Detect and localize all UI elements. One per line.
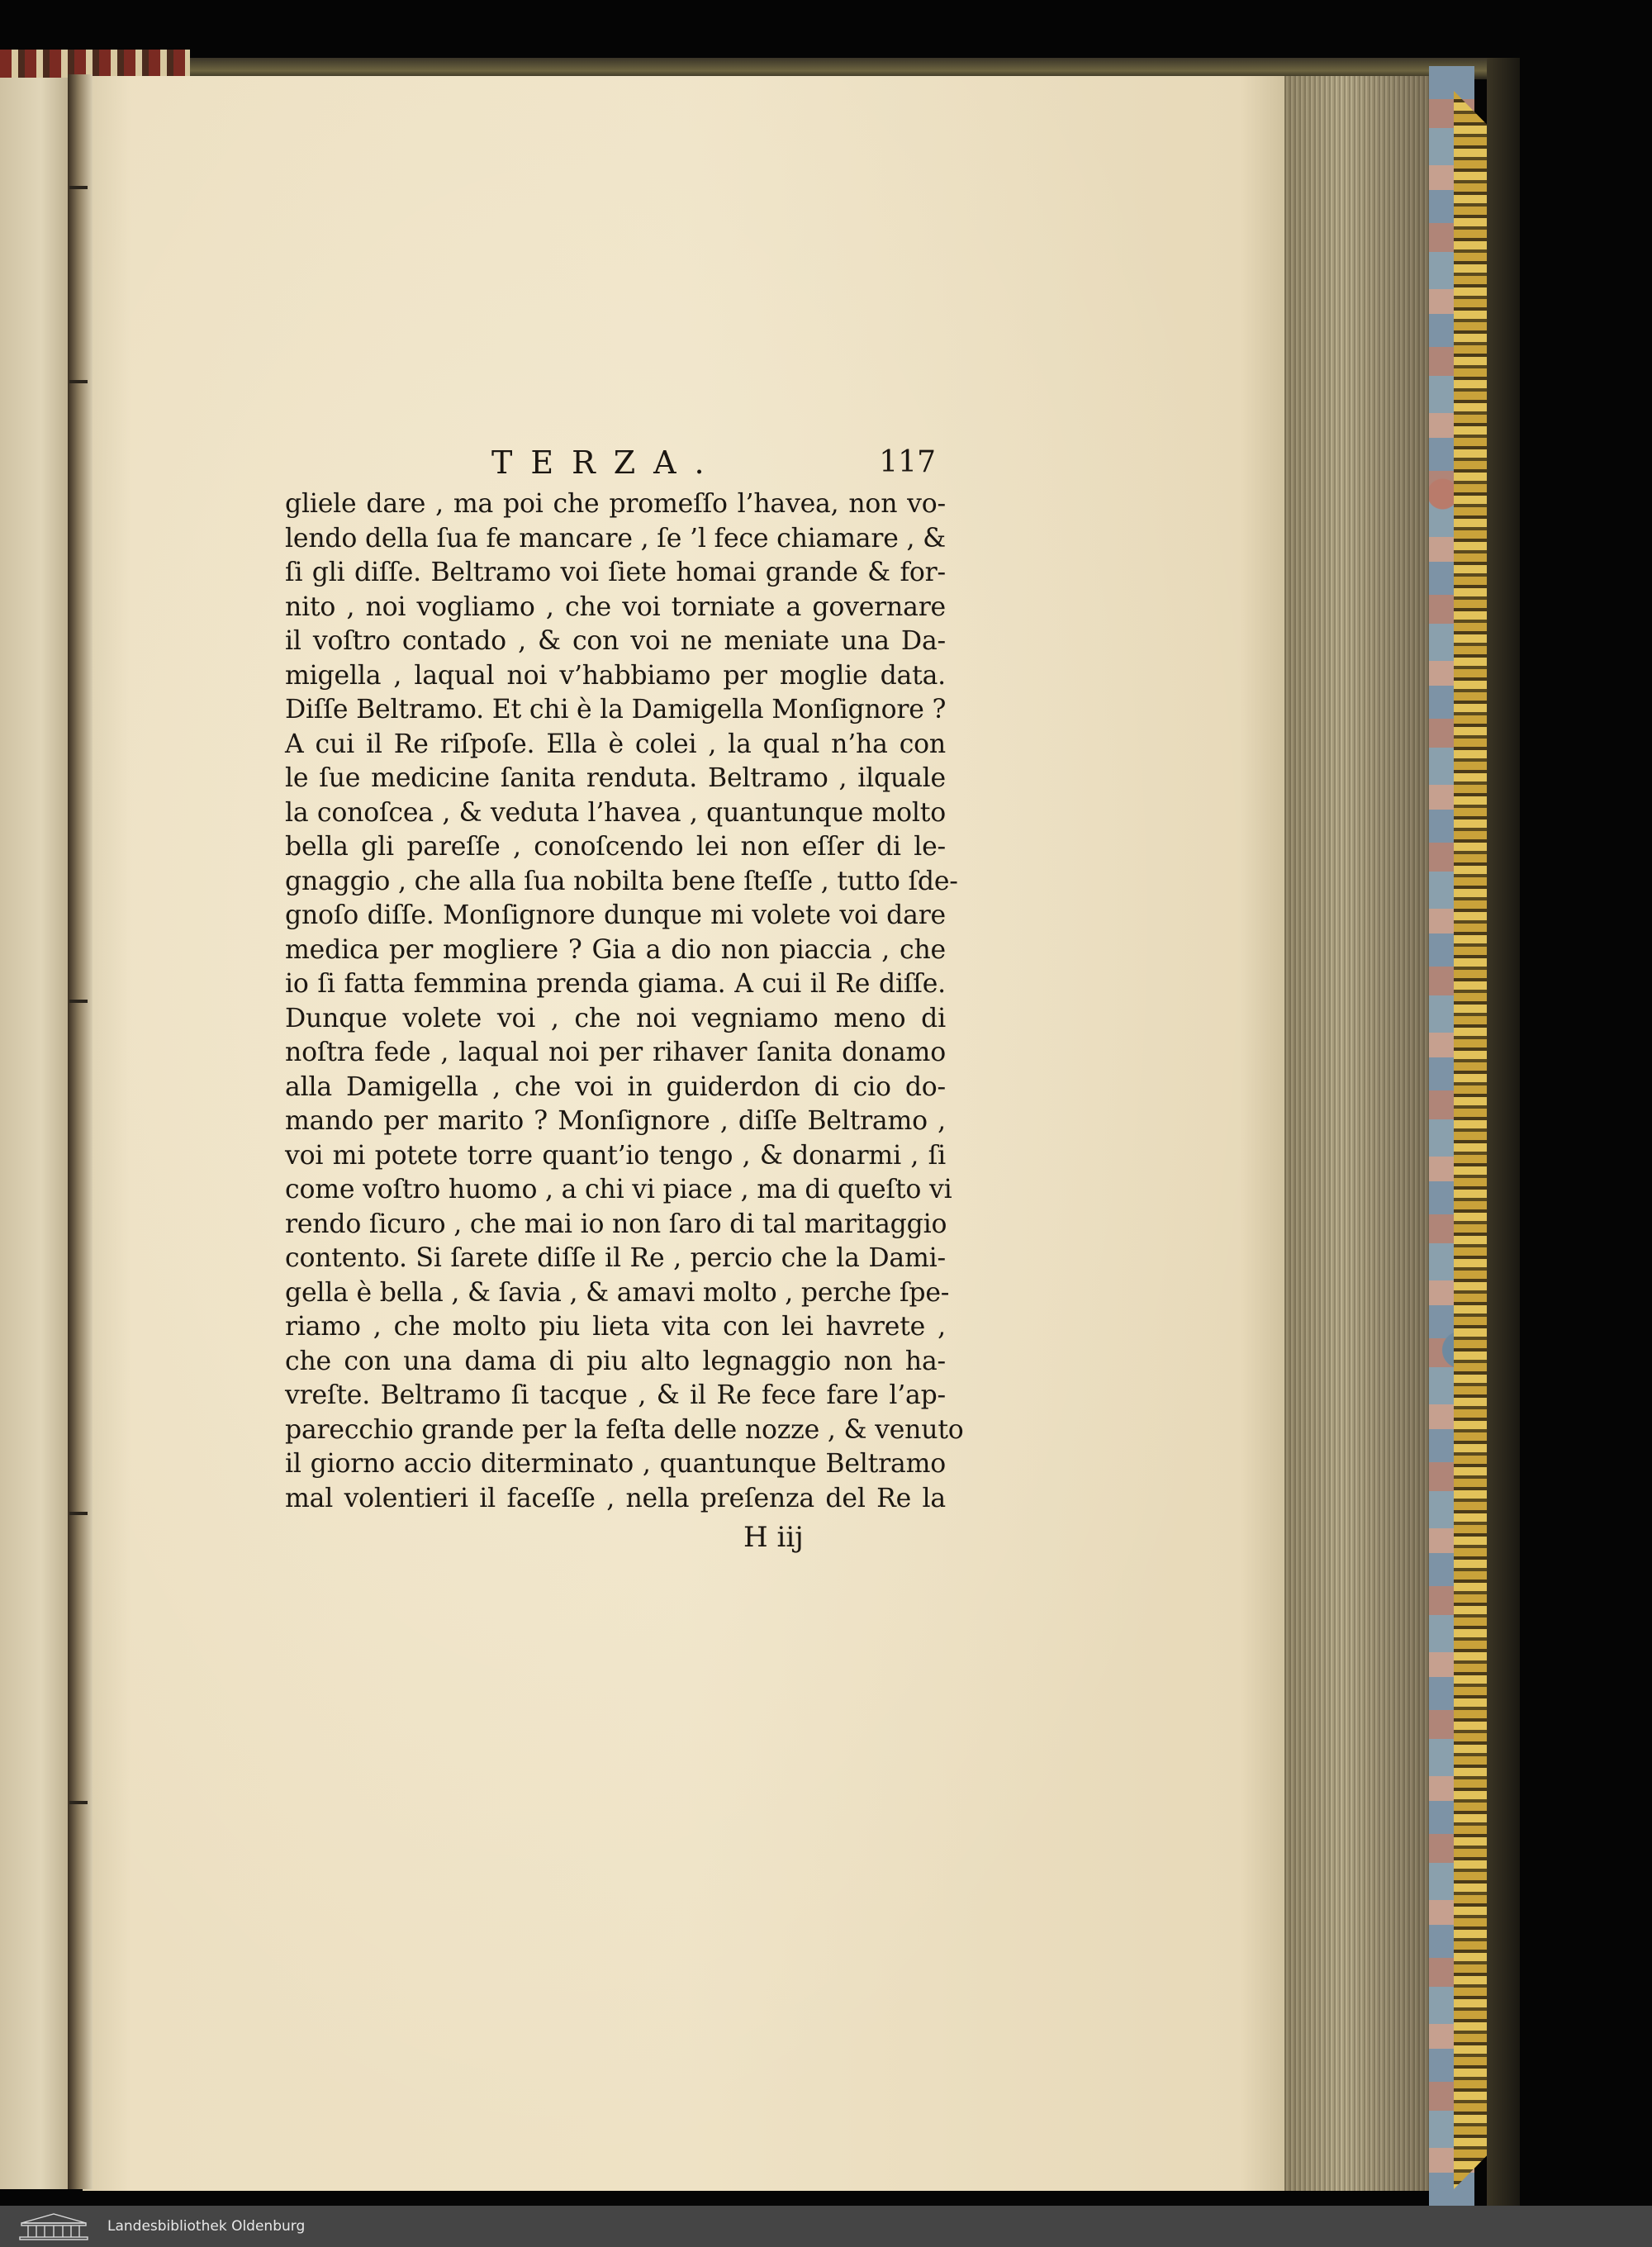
text-line: Dunque volete voi , che noi vegniamo meno di [285,1003,946,1033]
text-line: parecchio grande per la feſta delle nozze , & venuto [285,1414,964,1445]
text-line: vreſte. Beltramo ſi tacque , & il Re fece fare l’ap- [285,1380,946,1410]
sewing-mark [69,186,88,189]
text-line: alla Damigella , che voi in guiderdon di cio do- [285,1071,946,1102]
text-line: migella , laqual noi v’habbiamo per moglie data. [285,660,946,691]
text-line: contento. Si ſarete diſſe il Re , percio che la Dami- [285,1243,946,1273]
library-building-icon [18,2211,89,2241]
text-line: noſtra fede , laqual noi per rihaver ſanita donamo [285,1038,946,1067]
text-line: A cui il Re riſpoſe. Ella è colei , la qual n’ha con [285,729,946,759]
signature-line [285,1518,946,1557]
headband [0,50,190,78]
text-line: gnoſo diſſe. Monſignore dunque mi volete voi dare [285,900,946,930]
text-line: riamo , che molto piu lieta vita con lei havrete , [285,1312,946,1342]
text-line: bella gli pareſſe , conoſcendo lei non eſſer di le- [285,832,946,862]
text-line: gella è bella , & ſavia , & amavi molto , perche ſpe- [285,1277,950,1308]
sewing-mark [69,380,88,383]
sewing-mark [69,1512,88,1515]
text-line: ſi gli diſſe. Beltramo voi ſiete homai grande & for- [285,558,946,587]
text-line: le ſue medicine ſanita renduta. Beltramo , ilquale [285,763,946,793]
page-edges-shade [1284,76,1429,2191]
sewing-mark [69,1000,88,1003]
text-line: lendo della ſua fe mancare , ſe ’l fece chiamare , & [285,523,946,553]
text-line: nito , noi vogliamo , che voi torniate a governare [285,591,946,622]
running-head [285,438,946,487]
text-line: io ſi fatta femmina prenda giama. A cui il Re diſſe. [285,969,946,999]
text-line: medica per mogliere ? Gia a dio non piaccia , che [285,934,946,965]
text-block [285,438,964,1557]
sewing-mark [69,1801,88,1804]
previous-page-edge [0,74,74,2189]
text-line: Diſſe Beltramo. Et chi è la Damigella Monſignore ? [285,695,947,724]
text-line: mando per marito ? Monſignore , diſſe Beltramo , [285,1106,946,1136]
cover-right-edge [1487,58,1520,2206]
text-line: il voſtro contado , & con voi ne meniate una Da- [285,626,946,656]
running-head-title: TERZA. [491,444,723,481]
gutter [68,74,93,2189]
text-line: gnaggio , che alla ſua nobilta bene ſteſſe , tutto ſde- [285,866,958,896]
text-line: mal volentieri il faceſſe , nella preſenza del Re la [285,1483,946,1513]
text-line: la conoſcea , & veduta l’havea , quantunque molto [285,797,946,828]
body-text [285,487,964,1516]
text-line: gliele dare , ma poi che promeſſo l’havea, non vo- [285,489,946,519]
signature-mark: H iij [743,1521,804,1554]
text-line: come voſtro huomo , a chi vi piace , ma di queſto vi [285,1175,952,1204]
text-line: voi mi potete torre quant’io tengo , & donarmi , ſi [285,1140,946,1171]
text-line: il giorno accio diterminato , quantunque Beltramo [285,1449,946,1479]
page-number: 117 [879,445,936,479]
library-name: Landesbibliothek Oldenburg [107,2218,306,2235]
footer-bar [0,2206,1652,2247]
text-line: rendo ſicuro , che mai io non ſaro di tal maritaggio [285,1209,947,1239]
text-line: che con una dama di piu alto legnaggio non ha- [285,1346,946,1376]
